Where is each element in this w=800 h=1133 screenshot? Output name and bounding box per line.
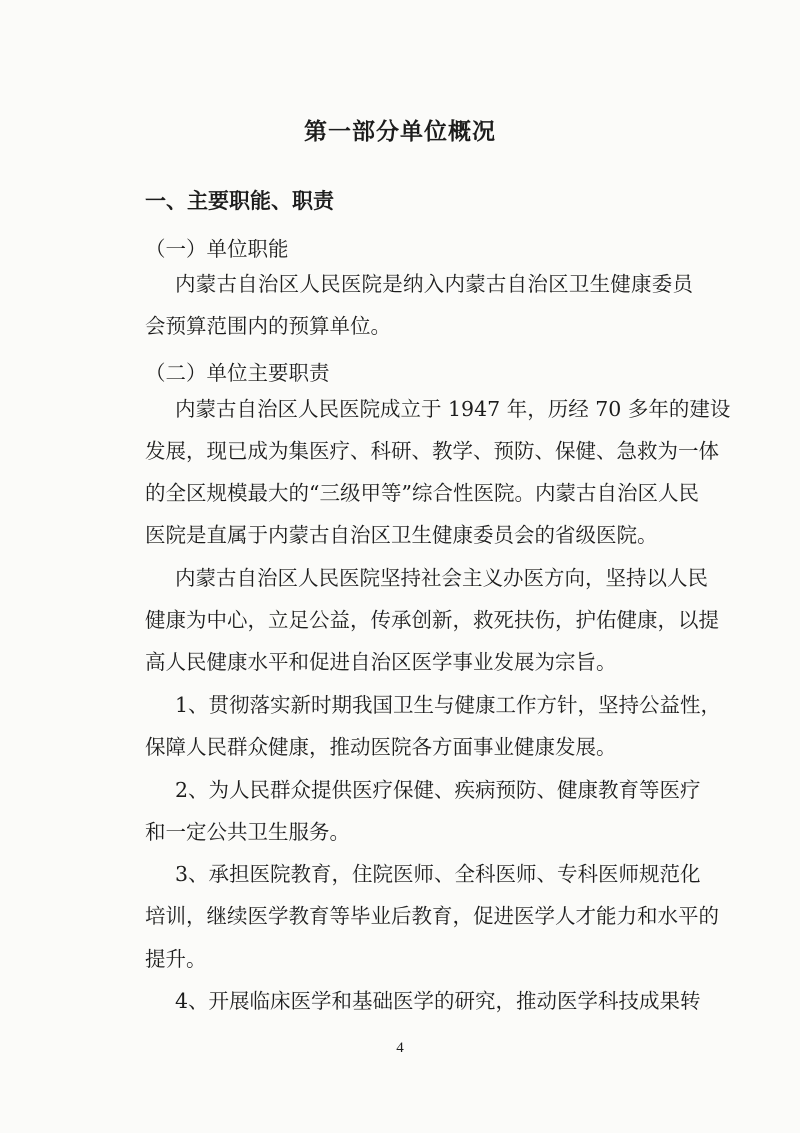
paragraph-line: 会预算范围内的预算单位。 <box>145 314 391 338</box>
paragraph-line: 2、为人民群众提供医疗保健、疾病预防、健康教育等医疗 <box>175 778 701 802</box>
paragraph-line: 医院是直属于内蒙古自治区卫生健康委员会的省级医院。 <box>145 523 658 547</box>
paragraph-line: 培训，继续医学教育等毕业后教育，促进医学人才能力和水平的 <box>145 904 719 928</box>
page-number: 4 <box>396 1040 404 1056</box>
paragraph-line: 1、贯彻落实新时期我国卫生与健康工作方针，坚持公益性， <box>175 693 722 717</box>
paragraph-line: 的全区规模最大的“三级甲等”综合性医院。内蒙古自治区人民 <box>145 481 699 505</box>
section-heading: 一、主要职能、职责 <box>145 188 334 213</box>
paragraph-line: 发展，现已成为集医疗、科研、教学、预防、保健、急救为一体 <box>145 439 719 463</box>
paragraph-line: 内蒙古自治区人民医院成立于 1947 年，历经 70 多年的建设 <box>175 397 731 421</box>
paragraph-line: 4、开展临床医学和基础医学的研究，推动医学科技成果转 <box>175 989 701 1013</box>
page-title: 第一部分单位概况 <box>304 118 496 145</box>
paragraph-line: 提升。 <box>145 947 207 971</box>
paragraph-line: 3、承担医院教育，住院医师、全科医师、专科医师规范化 <box>175 862 701 886</box>
paragraph-line: 健康为中心，立足公益，传承创新，救死扶伤，护佑健康，以提 <box>145 608 719 632</box>
subsection-heading-2: （二）单位主要职责 <box>145 361 330 385</box>
paragraph-line: 内蒙古自治区人民医院是纳入内蒙古自治区卫生健康委员 <box>175 272 693 296</box>
paragraph-line: 和一定公共卫生服务。 <box>145 820 350 844</box>
paragraph-line: 保障人民群众健康，推动医院各方面事业健康发展。 <box>145 735 617 759</box>
paragraph-line: 高人民健康水平和促进自治区医学事业发展为宗旨。 <box>145 650 617 674</box>
subsection-heading-1: （一）单位职能 <box>145 237 289 261</box>
paragraph-line: 内蒙古自治区人民医院坚持社会主义办医方向，坚持以人民 <box>175 566 708 590</box>
